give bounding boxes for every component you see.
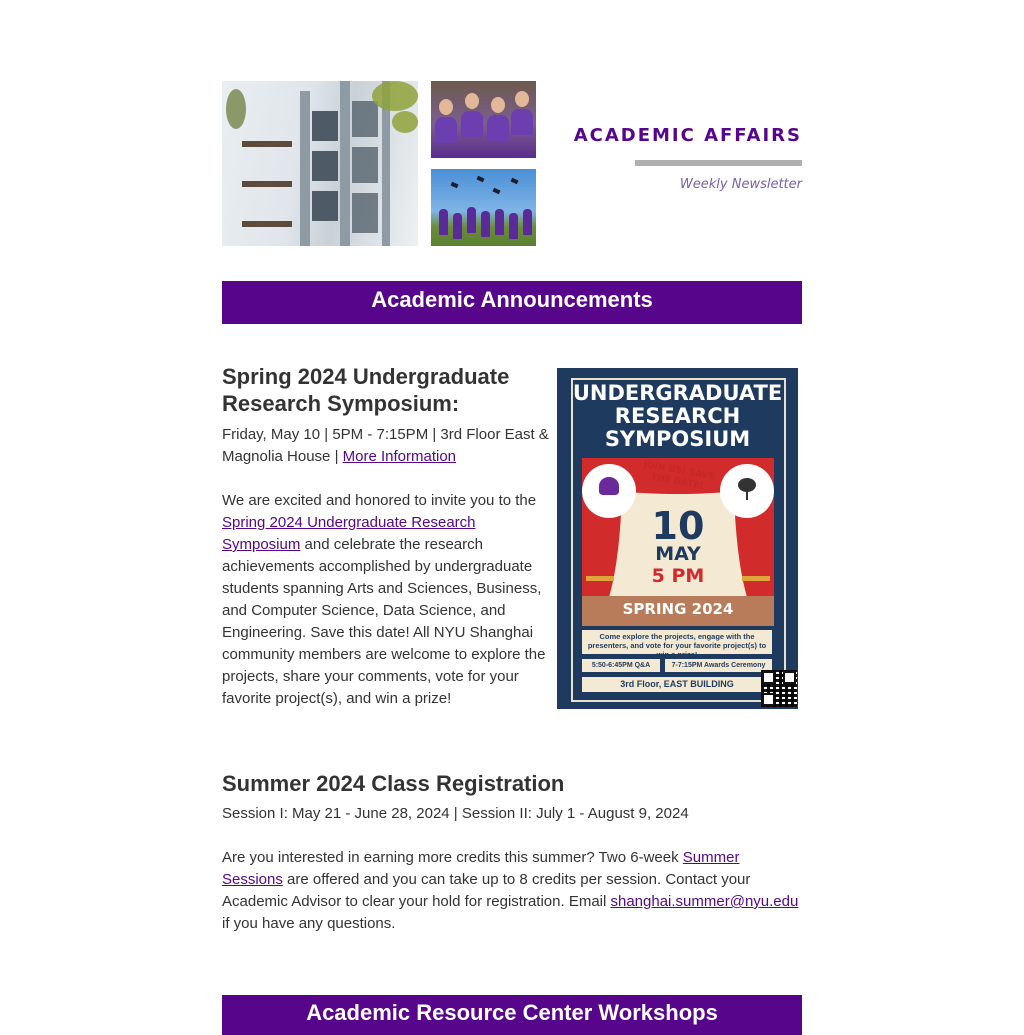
- newsletter-header: [222, 81, 802, 246]
- symposium-body-rest: and celebrate the research achievements accomplished by undergraduate students spanning Arts and Sciences, Business, and Computer Science, Data Science, and Engineering. Save this date! All NYU Shanghai community members are welcome to explore the projects, share your comments, vote for your favorite project(s), and win a prize!: [222, 536, 546, 707]
- building-photo: [222, 81, 418, 246]
- poster-schedule-qa: 5:50-6:45PM Q&A: [582, 659, 660, 672]
- qr-code-icon: [761, 670, 797, 707]
- symposium-body: [222, 490, 552, 710]
- summer-body-mid: are offered and you can take up to 8 credits per session. Contact your Academic Advisor to clear your hold for registration. Email: [222, 871, 751, 910]
- poster-stage: [582, 458, 774, 626]
- symposium-meta: [222, 424, 557, 468]
- section-header-announcements: Academic Announcements: [222, 281, 802, 324]
- summer-email-link[interactable]: shanghai.summer@nyu.edu: [610, 893, 799, 910]
- symposium-title: Spring 2024 Undergraduate Research Symposium:: [222, 364, 510, 416]
- summer-sessions-link[interactable]: Summer Sessions: [222, 849, 740, 888]
- students-photo: [431, 81, 536, 158]
- summer-sessions-dates: Session I: May 21 - June 28, 2024 | Session II: July 1 - August 9, 2024: [222, 805, 689, 822]
- graduation-photo: [431, 169, 536, 246]
- poster-location: 3rd Floor, EAST BUILDING: [582, 677, 772, 692]
- poster-blurb: Come explore the projects, engage with the presenters, and vote for your favorite project(s) to win a prize!: [582, 630, 772, 654]
- symposium-poster[interactable]: [557, 368, 798, 709]
- poster-season: SPRING 2024: [622, 600, 734, 618]
- brand-block: [552, 125, 802, 192]
- summer-body: [222, 847, 802, 935]
- poster-day: 10: [651, 504, 705, 548]
- poster-month: MAY: [655, 543, 701, 565]
- symposium-body-intro: We are excited and honored to invite you to the: [222, 492, 537, 509]
- summer-body-intro: Are you interested in earning more credits this summer? Two 6-week: [222, 849, 683, 866]
- symposium-link[interactable]: Spring 2024 Undergraduate Research Symposium: [222, 514, 476, 553]
- summer-body-end: if you have any questions.: [222, 915, 396, 932]
- brand-subtitle: Weekly Newsletter: [679, 177, 802, 192]
- section-header-arc-workshops: Academic Resource Center Workshops: [222, 995, 802, 1035]
- symposium-meta-text: Friday, May 10 | 5PM - 7:15PM | 3rd Floor East & Magnolia House |: [222, 426, 549, 465]
- summer-title: Summer 2024 Class Registration: [222, 771, 565, 796]
- poster-join: JOIN US! SAVE THE DATE!: [642, 459, 716, 492]
- newsletter: [222, 0, 802, 1024]
- poster-schedule-awards: 7-7:15PM Awards Ceremony: [665, 659, 772, 672]
- poster-time: 5 PM: [651, 565, 705, 587]
- brand-title: ACADEMIC AFFAIRS: [573, 125, 802, 146]
- more-information-link[interactable]: More Information: [342, 448, 457, 465]
- poster-title: UNDERGRADUATE RESEARCH SYMPOSIUM: [572, 381, 783, 451]
- brand-divider: [635, 160, 802, 166]
